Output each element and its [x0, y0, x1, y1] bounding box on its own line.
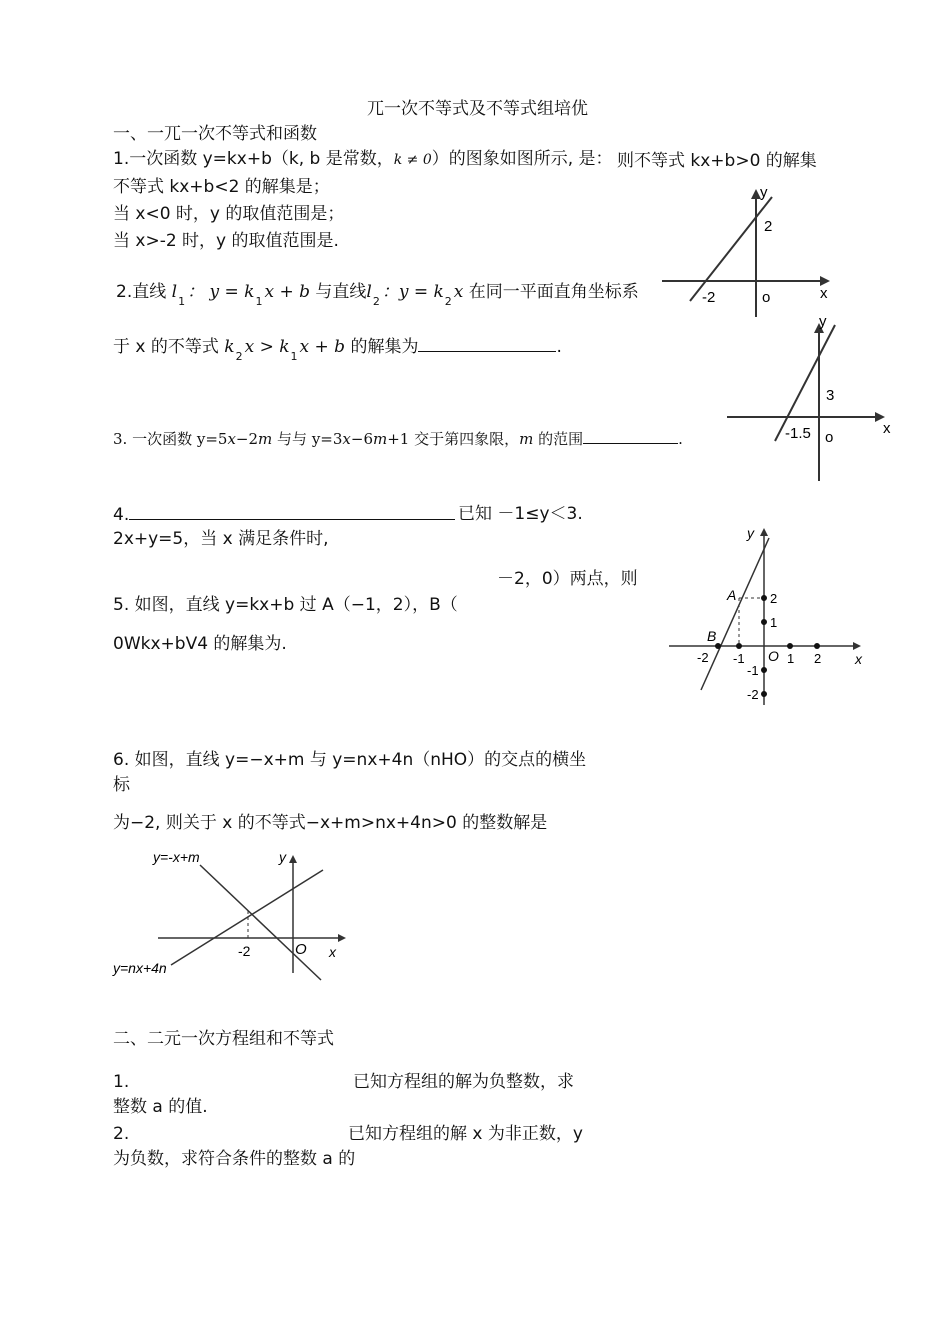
q2-k1-sub: 1 [290, 350, 298, 363]
q1-line1-text: 1.一次函数 y=kx+b（k, b 是常数， [113, 149, 394, 169]
graph3-origin: O [768, 648, 779, 664]
graph4-neg2: -2 [238, 943, 251, 959]
graph3-y-arrow [760, 528, 768, 536]
graph3-dot-y-1 [761, 619, 767, 625]
graph2-origin: o [825, 429, 834, 446]
q3-text-f: 的范围 [538, 430, 584, 448]
q2-line1 [116, 281, 639, 308]
q2-colon1: ： [187, 282, 205, 302]
q4-answer-blank[interactable] [129, 503, 455, 520]
q2-answer-blank[interactable] [418, 335, 556, 352]
graph3-tick-2: 2 [814, 651, 822, 666]
q6-line2: 标 [113, 775, 130, 795]
q2-ineq-tail: x + b [299, 337, 346, 357]
s2q1-text: 已知方程组的解为负整数，求 [353, 1072, 574, 1092]
q4-right: 已知 －1≤y＜3. [458, 504, 583, 524]
graph1-two: 2 [764, 218, 773, 235]
graph3-tick-yneg2: -2 [747, 687, 759, 702]
q3-m3: m [519, 430, 534, 448]
q3-line [113, 427, 683, 450]
q3-m1: m [258, 430, 273, 448]
q3-x1: x [227, 430, 236, 448]
graph4-origin: O [295, 941, 307, 958]
graph3-tick-1: 1 [787, 651, 795, 666]
graph2-line [775, 325, 835, 441]
s2q1-num: 1. [113, 1072, 130, 1092]
graph3-dot-x-neg1 [736, 643, 742, 649]
q2-prefix: 2.直线 [116, 282, 167, 302]
q5-right: －2，0）两点，则 [497, 569, 638, 589]
q2-eq1-tail: x + b [264, 282, 310, 302]
q2-l1-sub: 1 [178, 295, 186, 308]
q2-l2: l [366, 282, 372, 302]
q4-line1 [113, 503, 455, 526]
q2-line2-suffix: 的解集为 [350, 337, 419, 357]
q3-x2: x [342, 430, 351, 448]
q2-eq2: ：y = k [381, 282, 444, 302]
q3-text-d: −6 [350, 430, 373, 448]
q2-line2-prefix: 于 x 的不等式 [113, 337, 219, 357]
graph1-line [690, 197, 772, 301]
graph3-tick-neg1: -1 [733, 651, 745, 666]
graph2-three: 3 [826, 387, 835, 404]
graph3-line [701, 538, 769, 690]
q2-l2-sub: 2 [372, 295, 380, 308]
q1-k-ne-0: k ≠ 0 [393, 152, 432, 168]
q3-text-a: 3. 一次函数 y=5 [113, 430, 228, 448]
q6-line1: 6. 如图，直线 y=−x+m 与 y=nx+4n（nHO）的交点的横坐 [113, 750, 587, 770]
q2-period: . [556, 337, 562, 357]
graph4-label-line1: y=-x+m [153, 849, 200, 865]
graph3-tick-yneg1: -1 [747, 663, 759, 678]
q1-line4: 当 x>-2 时，y 的取值范围是. [113, 231, 339, 251]
graph2-x-label: x [883, 420, 891, 437]
q2-l1: l [171, 282, 178, 302]
q1-line1-right: 则不等式 kx+b>0 的解集 [617, 151, 817, 171]
graph3-x-label: x [855, 651, 862, 667]
q4-num: 4. [113, 505, 130, 525]
graph3-dot-x-2 [814, 643, 820, 649]
graph-q1 [660, 183, 860, 323]
graph4-y-label: y [279, 849, 286, 865]
graph2-y-label: y [819, 313, 827, 330]
q2-eq2-tail: x [453, 282, 464, 302]
s2q1-line2: 整数 a 的值. [113, 1097, 208, 1117]
q2-eq1-sub: 1 [255, 295, 263, 308]
graph3-dot-y-neg2 [761, 691, 767, 697]
graph1-x-label: x [820, 285, 828, 302]
graph4-x-label: x [329, 944, 336, 960]
graph4-label-line2: y=nx+4n [113, 960, 167, 976]
graph1-y-label: y [760, 184, 768, 201]
q1-line1-end: ）的图象如图所示, 是： [431, 149, 613, 169]
q2-k2: k [224, 337, 235, 357]
q3-answer-blank[interactable] [583, 427, 678, 444]
q2-mid: 与直线 [315, 282, 367, 302]
q3-text-c: 与与 y=3 [277, 430, 343, 448]
graph3-label-B: B [707, 628, 717, 644]
graph4-y-arrow [289, 855, 297, 863]
graph3-dot-x-1 [787, 643, 793, 649]
q2-eq2-sub: 2 [444, 295, 452, 308]
q3-text-e: +1 交于第四象限， [387, 430, 520, 448]
q3-text-b: −2 [235, 430, 259, 448]
graph3-x-arrow [853, 642, 861, 650]
graph3-dot-y-2 [761, 595, 767, 601]
graph-q6 [113, 845, 363, 985]
q2-k2-sub: 2 [235, 350, 243, 363]
q2-suffix: 在同一平面直角坐标系 [468, 282, 639, 302]
section-heading-2: 二、二元一次方程组和不等式 [113, 1029, 334, 1049]
s2q2-text: 已知方程组的解 x 为非正数，y [348, 1124, 583, 1144]
graph-q2 [725, 313, 905, 483]
graph3-dot-y-neg1 [761, 667, 767, 673]
graph1-origin: o [762, 289, 771, 306]
q5-line1: 5. 如图，直线 y=kx+b 过 A（−1，2），B（ [113, 595, 458, 615]
q1-line1 [113, 148, 613, 171]
graph-q5 [663, 520, 873, 715]
q1-line3: 当 x<0 时，y 的取值范围是； [113, 204, 345, 224]
section-heading-1: 一、一兀一次不等式和函数 [113, 124, 317, 144]
q3-period: . [678, 430, 683, 448]
q1-line2: 不等式 kx+b<2 的解集是； [113, 177, 330, 197]
graph3-y-label: y [747, 525, 754, 541]
q6-line3: 为−2, 则关于 x 的不等式−x+m>nx+4n>0 的整数解是 [113, 813, 548, 833]
q3-m2: m [373, 430, 388, 448]
graph1-neg2: -2 [702, 289, 716, 306]
graph3-tick-y1: 1 [770, 615, 778, 630]
q2-eq1: y = k [209, 282, 255, 302]
q2-line2 [113, 335, 562, 363]
graph3-label-A: A [727, 587, 737, 603]
graph3-tick-y2: 2 [770, 591, 778, 606]
q5-line2: 0Wkx+bV4 的解集为. [113, 634, 287, 654]
graph2-neg15: -1.5 [785, 425, 811, 442]
page-title: 兀一次不等式及不等式组培优 [367, 99, 588, 119]
q4-line2: 2x+y=5，当 x 满足条件时, [113, 529, 329, 549]
s2q2-num: 2. [113, 1124, 130, 1144]
graph4-x-arrow [338, 934, 346, 942]
s2q2-line2: 为负数，求符合条件的整数 a 的 [113, 1149, 356, 1169]
q2-ineq-mid: x > k [244, 337, 290, 357]
graph3-tick-neg2: -2 [697, 650, 709, 665]
